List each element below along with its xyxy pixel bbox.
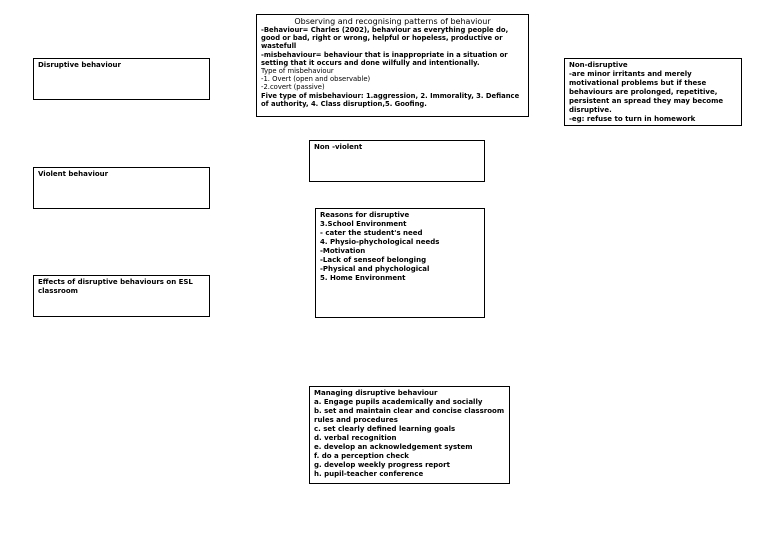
reason-item: 4. Physio-phychological needs: [320, 238, 440, 246]
disruptive-behaviour-box: [33, 58, 210, 100]
managing-item: d. verbal recognition: [314, 434, 397, 442]
disruptive-behaviour-title: Disruptive behaviour: [38, 61, 121, 69]
managing-item: e. develop an acknowledgement system: [314, 443, 473, 451]
reason-item: -Motivation: [320, 247, 366, 255]
managing-item: g. develop weekly progress report: [314, 461, 450, 469]
overt-type: -1. Overt (open and observable): [261, 75, 371, 84]
managing-item: h. pupil-teacher conference: [314, 470, 424, 478]
managing-item: a. Engage pupils academically and socially: [314, 398, 483, 406]
reasons-for-disruptive-box: [315, 208, 485, 318]
patterns-of-behaviour-title: Observing and recognising patterns of behaviour: [294, 17, 491, 26]
reasons-title: Reasons for disruptive: [320, 211, 410, 219]
non-violent-box: [309, 140, 485, 182]
effects-title: Effects of disruptive behaviours on ESL classroom: [38, 278, 196, 295]
reason-item: -Physical and phychological: [320, 265, 430, 273]
managing-item: f. do a perception check: [314, 452, 409, 460]
non-disruptive-box: [564, 58, 742, 126]
non-disruptive-description: -are minor irritants and merely motivational problems but if these behaviours are prolonged, repetitive, persistent an spread they may become disruptive.: [569, 70, 726, 114]
violent-behaviour-box: [33, 167, 210, 209]
reason-item: - cater the student's need: [320, 229, 423, 237]
effects-box: [33, 275, 210, 317]
non-violent-title: Non -violent: [314, 143, 363, 151]
five-types-misbehaviour: Five type of misbehaviour: 1.aggression, 2. Immorality, 3. Defiance of authority, 4. Class disruption,5. Goofing.: [261, 91, 522, 108]
misbehaviour-definition: -misbehaviour= behaviour that is inappropriate in a situation or setting that it occurs and done wilfully and intentionally.: [261, 50, 511, 67]
reason-item: -Lack of senseof belonging: [320, 256, 427, 264]
type-of-misbehaviour: Type of misbehaviour: [261, 67, 334, 76]
non-disruptive-title: Non-disruptive: [569, 61, 628, 69]
reason-item: 5. Home Environment: [320, 274, 406, 282]
managing-title: Managing disruptive behaviour: [314, 389, 438, 397]
patterns-of-behaviour-box: [256, 14, 529, 117]
non-disruptive-example: -eg: refuse to turn in homework: [569, 115, 696, 123]
managing-item: b. set and maintain clear and concise classroom rules and procedures: [314, 407, 507, 424]
managing-disruptive-box: [309, 386, 510, 484]
managing-item: c. set clearly defined learning goals: [314, 425, 456, 433]
violent-behaviour-title: Violent behaviour: [38, 170, 109, 178]
covert-type: -2.covert (passive): [261, 83, 325, 92]
reason-item: 3.School Environment: [320, 220, 407, 228]
behaviour-definition: -Behaviour= Charles (2002), behaviour as everything people do, good or bad, right or wrong, helpful or hopeless, productive or wastefull: [261, 26, 511, 51]
